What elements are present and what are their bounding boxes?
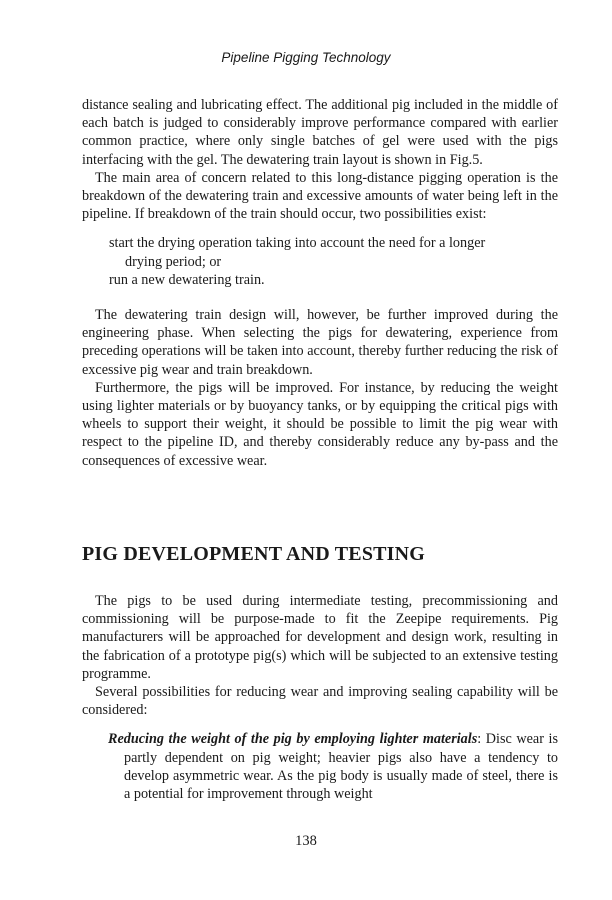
paragraph: Several possibilities for reducing wear and improving sealing capability will be considered: [82, 684, 558, 719]
list-item-text: run a new dewatering train. [109, 271, 265, 288]
paragraph: The dewatering train design will, however, be further improved during the engineering phase. When selecting the pigs for dewatering, experience from preceding operations will be taken into account, thereby further reducing the risk of excessive pig wear and train breakdown. [82, 307, 558, 378]
item-emphasis: Reducing the weight of the pig by employing lighter materials [108, 731, 478, 748]
possibilities-list [82, 234, 558, 289]
text-block-upper [82, 96, 558, 470]
text-block-lower [82, 592, 558, 803]
list-item-text: start the drying operation taking into account the need for a longer [109, 235, 486, 252]
page-number: 138 [295, 833, 317, 849]
section-heading: PIG DEVELOPMENT AND TESTING [82, 543, 426, 565]
list-item [82, 271, 558, 289]
running-head: Pipeline Pigging Technology [221, 50, 391, 65]
paragraph: The main area of concern related to this long-distance pigging operation is the breakdown of the dewatering train and excessive amounts of water being left in the pipeline. If breakdown of the train should occur, two possibilities exist: [82, 169, 558, 223]
list-item-continuation: drying period; or [125, 253, 222, 270]
paragraph: The pigs to be used during intermediate testing, precommissioning and commissioning will be purpose-made to fit the Zeepipe requirements. Pig manufacturers will be approached for development and design work, resulting in the fabrication of a prototype pig(s) which will be subjected to an extensive testing programme. [82, 593, 558, 682]
list-item [82, 234, 558, 270]
paragraph: Furthermore, the pigs will be improved. For instance, by reducing the weight using lighter materials or by buoyancy tanks, or by equipping the critical pigs with wheels to support their weight, it should be possible to limit the pig wear with respect to the pipeline ID, and thereby considerably reduce any by-pass and the consequences of excessive wear. [82, 379, 558, 469]
item-text: : Disc wear is partly dependent on pig weight; heavier pigs also have a tendency to develop asymmetric wear. As the pig body is usually made of steel, there is a potential for improvement through weight [124, 731, 558, 803]
considered-item [82, 730, 558, 803]
paragraph: distance sealing and lubricating effect. The additional pig included in the middle of each batch is judged to considerably improve performance compared with earlier common practice, where only single batches of gel were used with the pigs interfacing with the gel. The dewatering train layout is shown in Fig.5. [82, 97, 558, 168]
